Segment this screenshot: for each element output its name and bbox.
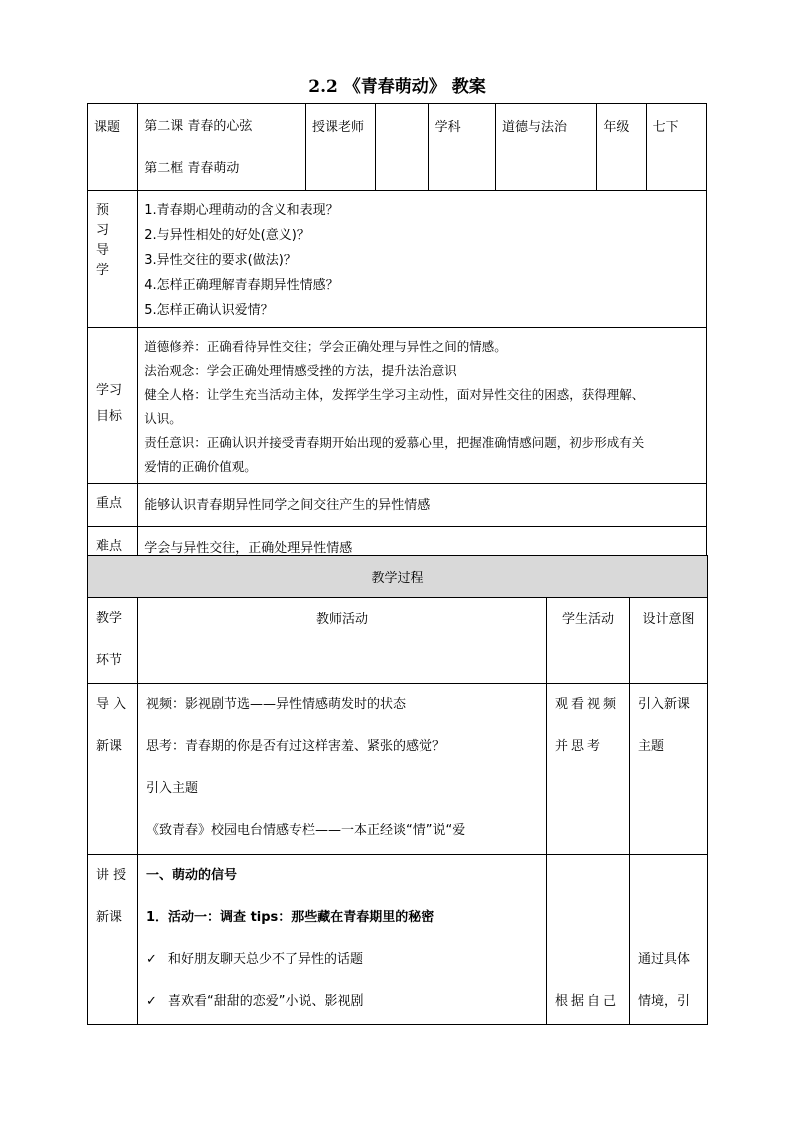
intro-teacher-line: 引入主题 (146, 781, 199, 796)
teacher-label: 授课老师 (306, 104, 376, 191)
student-activity-header: 学生活动 (547, 598, 630, 684)
info-table (87, 103, 707, 570)
activity-heading: 1．活动一：调查 tips：那些藏在青春期里的秘密 (146, 910, 435, 925)
preview-label (88, 191, 138, 328)
lecture-design-intent (630, 855, 708, 1025)
intro-design-line: 主题 (638, 739, 665, 754)
goal-line: 爱情的正确价值观。 (144, 459, 257, 474)
intro-teacher-line: 思考：青春期的你是否有过这样害羞、紧张的感觉？ (146, 739, 446, 754)
goal-line: 认识。 (144, 411, 182, 426)
check-item (146, 981, 538, 1023)
grade-value: 七下 (646, 104, 706, 191)
lecture-teacher-activity (138, 855, 547, 1025)
check-icon: ✓ (146, 994, 157, 1009)
preview-item: 5.怎样正确认识爱情？ (144, 303, 274, 318)
design-intent-header: 设计意图 (630, 598, 708, 684)
preview-label-line-1: 预 习 (96, 203, 116, 238)
preview-item: 4.怎样正确理解青春期异性情感？ (144, 278, 339, 293)
preview-item: 3.异性交往的要求(做法)？ (144, 253, 297, 268)
lecture-stage-label (88, 855, 138, 1025)
stage-column-header (88, 598, 138, 684)
grade-label: 年级 (597, 104, 646, 191)
topic-line-2: 第二框 青春萌动 (144, 161, 240, 176)
check-item (146, 939, 538, 981)
goals-label-line-2: 目标 (96, 409, 123, 424)
intro-design-intent (630, 684, 708, 855)
stage-header-line-1: 教学 (96, 611, 123, 626)
stage-header-line-2: 环节 (96, 653, 123, 668)
goals-label-line-1: 学习 (96, 383, 123, 398)
topic-label: 课题 (88, 104, 138, 191)
preview-item: 2.与异性相处的好处(意义)？ (144, 228, 310, 243)
goals-content (138, 328, 707, 484)
intro-stage-line-2: 新课 (96, 739, 123, 754)
subject-label: 学科 (428, 104, 495, 191)
check-item-text: 喜欢看“甜甜的恋爱”小说、影视剧 (168, 994, 364, 1009)
lecture-stage-line-2: 新课 (96, 910, 123, 925)
subject-value: 道德与法治 (495, 104, 596, 191)
intro-student-activity (547, 684, 630, 855)
intro-teacher-line: 《致青春》校园电台情感专栏——一本正经谈“情”说“爱 (146, 823, 466, 838)
process-table (87, 555, 708, 1025)
goal-line: 道德修养：正确看待异性交往；学会正确处理与异性之间的情感。 (144, 339, 507, 354)
lecture-student-line: 根据自己 (555, 994, 620, 1009)
teacher-value (376, 104, 428, 191)
lecture-stage-line-1: 讲 授 (96, 868, 127, 883)
lecture-design-line: 情境，引 (638, 994, 691, 1009)
preview-label-line-2: 导学 (96, 243, 116, 278)
goal-line: 责任意识：正确认识并接受青春期开始出现的爱慕心里，把握准确情感问题，初步形成有关 (144, 435, 645, 450)
check-item-text: 和好朋友聊天总少不了异性的话题 (168, 952, 364, 967)
intro-stage-label (88, 684, 138, 855)
key-point-text: 能够认识青春期异性同学之间交往产生的异性情感 (138, 484, 707, 527)
intro-student-line: 并思考 (555, 739, 604, 754)
lecture-student-activity (547, 855, 630, 1025)
preview-item: 1.青春期心理萌动的含义和表现？ (144, 203, 339, 218)
intro-teacher-activity (138, 684, 547, 855)
section-heading: 一、萌动的信号 (146, 868, 238, 883)
goal-line: 健全人格：让学生充当活动主体，发挥学生学习主动性，面对异性交往的困惑，获得理解、 (144, 387, 645, 402)
difficulty-text: 学会与异性交往，正确处理异性情感 (138, 527, 707, 570)
topic-line-1: 第二课 青春的心弦 (144, 119, 253, 134)
teacher-activity-header: 教师活动 (138, 598, 547, 684)
lecture-design-line: 通过具体 (638, 952, 691, 967)
preview-content (138, 191, 707, 328)
difficulty-label: 难点 (88, 527, 138, 570)
topic-cell (138, 104, 306, 191)
intro-student-line: 观看视频 (555, 697, 620, 712)
check-icon: ✓ (146, 952, 157, 967)
intro-teacher-line: 视频：影视剧节选——异性情感萌发时的状态 (146, 697, 407, 712)
goal-line: 法治观念：学会正确处理情感受挫的方法，提升法治意识 (144, 363, 457, 378)
process-header: 教学过程 (88, 556, 708, 598)
key-point-label: 重点 (88, 484, 138, 527)
intro-design-line: 引入新课 (638, 697, 691, 712)
goals-label (88, 328, 138, 484)
intro-stage-line-1: 导 入 (96, 697, 127, 712)
document-title: 2.2 《青春萌动》 教案 (308, 77, 486, 97)
